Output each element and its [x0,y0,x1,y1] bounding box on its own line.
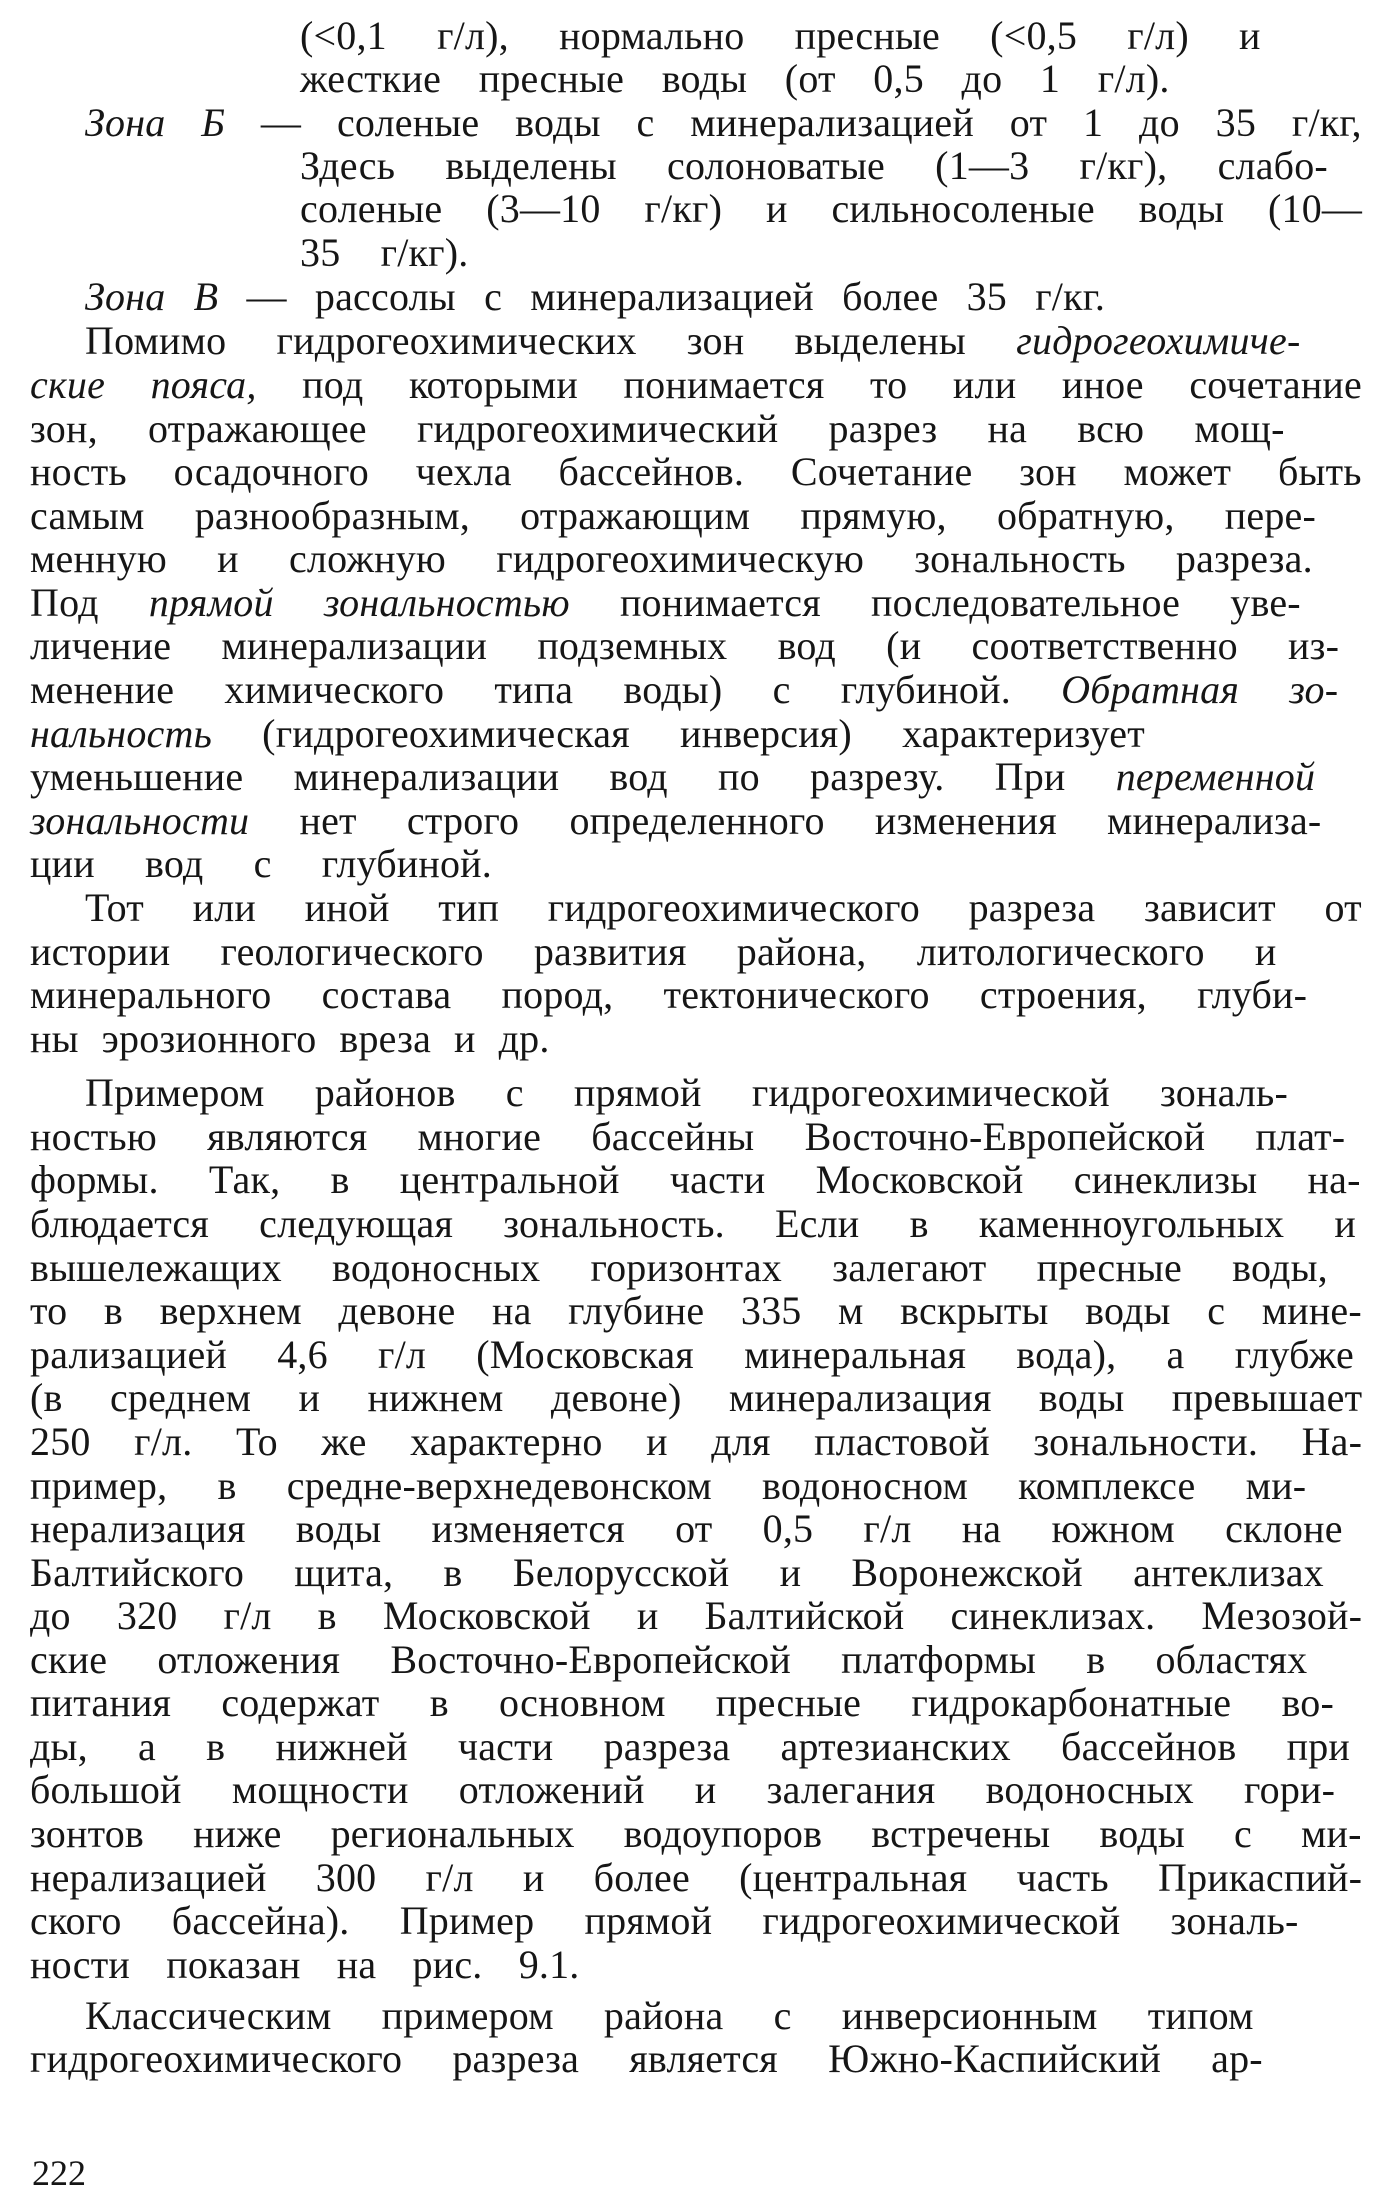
italic-text: нальность [30,711,212,756]
text-segment: гидрогеохимического разреза является Южно-Каспийский ар- [30,2036,1263,2081]
text-segment: зон, отражающее гидрогеохимический разрез на всю мощ- [30,406,1285,451]
text-line [300,13,1261,59]
text-segment: истории геологического развития района, литологического и [30,929,1277,974]
text-line [30,362,1362,408]
text-line [300,186,1362,232]
text-line [30,1855,1362,1901]
text-segment: ности показан на рис. 9.1. [30,1942,580,1987]
text-line [30,449,1362,495]
italic-text: Зона В [85,274,219,319]
text-segment: — соленые воды с минерализацией от 1 до 35 г/кг, [225,100,1362,145]
text-line [30,1201,1356,1247]
text-segment: большой мощности отложений и залегания водоносных гори- [30,1767,1336,1812]
text-line [30,1114,1345,1160]
text-line [30,929,1277,975]
text-line [30,580,1301,626]
text-segment: то в верхнем девоне на глубине 335 м вскрыты воды с мине- [30,1288,1362,1333]
text-segment: Тот или иной тип гидрогеохимического разреза зависит от [85,885,1362,930]
text-line [30,1724,1350,1770]
text-segment: вышележащих водоносных горизонтах залегают пресные воды, [30,1245,1328,1290]
text-segment: Примером районов с прямой гидрогеохимической зональ- [85,1070,1288,1115]
text-line [30,493,1316,539]
text-line [30,754,1315,800]
italic-text: Обратная зо- [1061,667,1339,712]
text-segment: (в среднем и нижнем девоне) минерализация воды превышает [30,1375,1363,1420]
text-segment: ность осадочного чехла бассейнов. Сочетание зон может быть [30,449,1362,494]
text-segment: ские отложения Восточно-Европейской платформы в областях [30,1637,1308,1682]
text-line [300,56,1170,102]
text-segment: рализацией 4,6 г/л (Московская минеральная вода), а глубже [30,1332,1354,1377]
text-line [85,274,1105,320]
text-line [30,667,1338,713]
text-line [85,1070,1288,1116]
text-segment: ностью являются многие бассейны Восточно-Европейской плат- [30,1114,1346,1159]
text-line [30,1593,1362,1639]
italic-text: переменной [1115,754,1316,799]
text-segment: ды, а в нижней части разреза артезианских бассейнов при [30,1724,1351,1769]
text-segment: зонтов ниже региональных водоупоров встречены воды с ми- [30,1811,1362,1856]
italic-text: гидрогеохимиче- [1016,318,1301,363]
text-line [30,1942,580,1988]
text-line [30,798,1321,844]
italic-text: Зона Б [85,100,226,145]
text-segment: питания содержат в основном пресные гидрокарбонатные во- [30,1680,1334,1725]
text-line [85,100,1362,146]
text-line [30,1157,1361,1203]
text-line [30,841,492,887]
text-line [85,1993,1254,2039]
text-segment: пример, в средне-верхнедевонском водоносном комплексе ми- [30,1463,1307,1508]
text-segment: жесткие пресные воды (от 0,5 до 1 г/л). [300,56,1170,101]
text-segment: 250 г/л. То же характерно и для пластовой зональности. На- [30,1419,1363,1464]
text-line [30,1506,1343,1552]
text-segment: нет строго определенного изменения минерализа- [249,798,1322,843]
text-segment: (гидрогеохимическая инверсия) характеризует [211,711,1145,756]
text-segment: самым разнообразным, отражающим прямую, обратную, пере- [30,493,1317,538]
text-segment: соленые (3—10 г/кг) и сильносоленые воды (10— [300,186,1363,231]
text-line [30,972,1307,1018]
text-line [30,536,1313,582]
text-segment: нерализация воды изменяется от 0,5 г/л на южном склоне [30,1506,1343,1551]
text-line [30,711,1145,757]
text-line [30,1419,1362,1465]
text-segment: Классическим примером района с инверсионным типом [85,1993,1254,2038]
text-segment: минерального состава пород, тектонического строения, глуби- [30,972,1308,1017]
text-line [30,1637,1307,1683]
text-line [30,1550,1324,1596]
text-segment: понимается последовательное уве- [569,580,1301,625]
text-segment: нерализацией 300 г/л и более (центральная часть Прикаспий- [30,1855,1363,1900]
text-segment: Балтийского щита, в Белорусской и Воронежской антеклизах [30,1550,1324,1595]
text-line [300,143,1328,189]
text-segment: формы. Так, в центральной части Московской синеклизы на- [30,1157,1361,1202]
text-segment: уменьшение минерализации вод по разрезу. При [30,754,1116,799]
text-line [85,885,1362,931]
italic-text: ские пояса, [30,362,257,407]
text-segment: до 320 г/л в Московской и Балтийской синеклизах. Мезозой- [30,1593,1363,1638]
italic-text: прямой зональностью [148,580,570,625]
text-segment: личение минерализации подземных вод (и соответственно из- [30,623,1340,668]
text-segment: менение химического типа воды) с глубиной. [30,667,1062,712]
text-segment: ны эрозионного вреза и др. [30,1016,550,1061]
text-segment: Под [30,580,149,625]
text-line [30,406,1285,452]
text-line [30,1245,1328,1291]
text-line [85,318,1301,364]
text-line [30,1288,1362,1334]
text-line [30,1811,1362,1857]
text-segment: менную и сложную гидрогеохимическую зональность разреза. [30,536,1313,581]
text-segment: 35 г/кг). [300,230,469,275]
text-line [30,623,1339,669]
text-segment: ции вод с глубиной. [30,841,492,886]
text-line [30,1016,550,1062]
text-line [30,1375,1362,1421]
text-line [300,230,468,276]
text-line [30,1332,1354,1378]
italic-text: зональности [30,798,250,843]
text-line [30,1463,1306,1509]
page-number: 222 [32,2153,86,2193]
text-segment: — рассолы с минерализацией более 35 г/кг. [218,274,1106,319]
text-line [30,2036,1263,2082]
text-line [30,1680,1334,1726]
text-segment: Помимо гидрогеохимических зон выделены [85,318,1017,363]
text-line [30,1898,1299,1944]
text-segment: под которыми понимается то или иное сочетание [256,362,1362,407]
text-segment: (<0,1 г/л), нормально пресные (<0,5 г/л) и [300,13,1261,58]
text-segment: Здесь выделены солоноватые (1—3 г/кг), слабо- [300,143,1328,188]
text-segment: блюдается следующая зональность. Если в каменноугольных и [30,1201,1356,1246]
text-segment: ского бассейна). Пример прямой гидрогеохимической зональ- [30,1898,1299,1943]
text-line [30,1767,1335,1813]
